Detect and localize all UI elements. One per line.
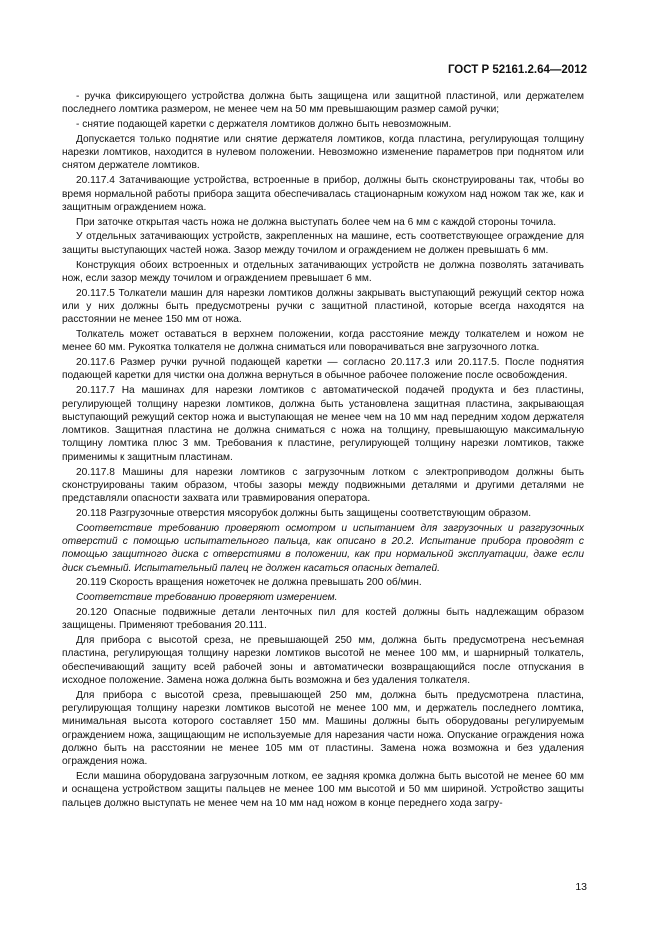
paragraph: Допускается только поднятие или снятие держателя ломтиков, когда пластина, регулирующая толщину нарезки ломтиков, находится в нулевом положении. Невозможно изменение параметров при поднятом или снятом держателе ломтиков.: [62, 133, 584, 172]
paragraph: 20.117.8 Машины для нарезки ломтиков с загрузочным лотком с электроприводом должны быть сконструированы таким образом, чтобы зазоры между подвижными деталями и другими деталями не представляли опасности захвата или травмирования оператора.: [62, 466, 584, 505]
paragraph: Соответствие требованию проверяют измерением.: [76, 592, 338, 604]
paragraph: 20.118 Разгрузочные отверстия мясорубок должны быть защищены соответствующим образом.: [76, 507, 532, 519]
paragraph: 20.117.5 Толкатели машин для нарезки ломтиков должны закрывать выступающий режущий сектор ножа или у них должны быть предусмотрены ручки с защитной пластиной, которые всегда находятся на расстоянии не менее 150 мм от ножа.: [62, 287, 584, 326]
paragraph: Толкатель может оставаться в верхнем положении, когда расстояние между толкателем и ножом не менее 60 мм. Рукоятка толкателя не должна сниматься или поворачиваться вне загрузочного лотка.: [62, 329, 584, 354]
page-number: 13: [575, 881, 587, 893]
document-body: [62, 90, 584, 811]
paragraph: У отдельных затачивающих устройств, закрепленных на машине, есть соответствующее ограждение для защиты выступающих частей ножа. Зазор между точилом и ограждением не должен превышать 6 мм.: [62, 231, 584, 256]
paragraph: Для прибора с высотой среза, превышающей 250 мм, должна быть предусмотрена пластина, регулирующая толщину нарезки ломтиков высотой не менее 100 мм, и держатель последнего ломтика, минимальная высота которого составляет 150 мм. Машины должны быть оборудованы регулируемым ограждением ножа, защищающим не используемые для нарезания части ножа. Опускание ограждения ножа должно быть на расстоянии не менее 105 мм от пластины. Замена ножа возможна и без удаления ограждения ножа.: [62, 689, 584, 768]
paragraph: 20.117.4 Затачивающие устройства, встроенные в прибор, должны быть сконструированы так, чтобы во время нормальной работы прибора защита обеспечивалась стационарным кожухом над ножом так же, как и защитным ограждением ножа.: [62, 175, 584, 213]
paragraph: Конструкция обоих встроенных и отдельных затачивающих устройств не должна позволять затачивать нож, если зазор между точилом и ограждением превышает 6 мм.: [62, 259, 584, 284]
paragraph: 20.117.6 Размер ручки ручной подающей каретки — согласно 20.117.3 или 20.117.5. После поднятия подающей каретки для чистки она должна вернуться в обычное рабочее положение после освобождения.: [62, 357, 584, 382]
paragraph: 20.120 Опасные подвижные детали ленточных пил для костей должны быть надлежащим образом защищены. Применяют требования 20.111.: [62, 606, 584, 632]
paragraph: Соответствие требованию проверяют осмотром и испытанием для загрузочных и разгрузочных отверстий с помощью испытательного пальца, как описано в 20.2. Испытание прибора проводят с помощью защитного диска с отверстиями в положении, как при нормальной эксплуатации, даже если диск съемный. Испытательный палец не должен касаться опасных деталей.: [62, 522, 584, 574]
document-header: ГОСТ Р 52161.2.64—2012: [447, 64, 587, 76]
paragraph: 20.119 Скорость вращения ножеточек не должна превышать 200 об/мин.: [76, 577, 422, 589]
paragraph: 20.117.7 На машинах для нарезки ломтиков с автоматической подачей продукта и без пластины, регулирующей толщину нарезки ломтиков, должна быть установлена защитная пластина, закрывающая выступающий режущий сектор ножа и выступающая не менее чем на 10 мм над передним ходом держателя ломтиков. Защитная пластина не должна сниматься с ножа на толщину, превышающую максимальную толщину ломтика плюс 3 мм. Требования к пластине, регулирующей толщину нарезки ломтиков, также применимы к защитным пластинам.: [62, 385, 584, 463]
paragraph: При заточке открытая часть ножа не должна выступать более чем на 6 мм с каждой стороны точила.: [76, 216, 557, 228]
paragraph: - снятие подающей каретки с держателя ломтиков должно быть невозможным.: [76, 119, 452, 131]
paragraph: - ручка фиксирующего устройства должна быть защищена или защитной пластиной, или держателем последнего ломтика размером, не менее чем на 50 мм превышающим размер самой ручки;: [62, 91, 584, 116]
paragraph: Если машина оборудована загрузочным лотком, ее задняя кромка должна быть высотой не менее 60 мм и оснащена устройством защиты пальцев не менее 100 мм высотой и 50 мм шириной. Устройство защиты пальцев должно выступать не менее чем на 10 мм над ножом в конце переднего хода загру-: [62, 771, 584, 809]
paragraph: Для прибора с высотой среза, не превышающей 250 мм, должна быть предусмотрена несъемная пластина, регулирующая толщину нарезки ломтиков высотой не менее 100 мм, и шарнирный толкатель, обеспечивающий защиту всей рабочей зоны и автоматически возвращающийся после отпускания в исходное положение. Замена ножа должна быть возможна и без удаления толкателя.: [62, 635, 584, 686]
